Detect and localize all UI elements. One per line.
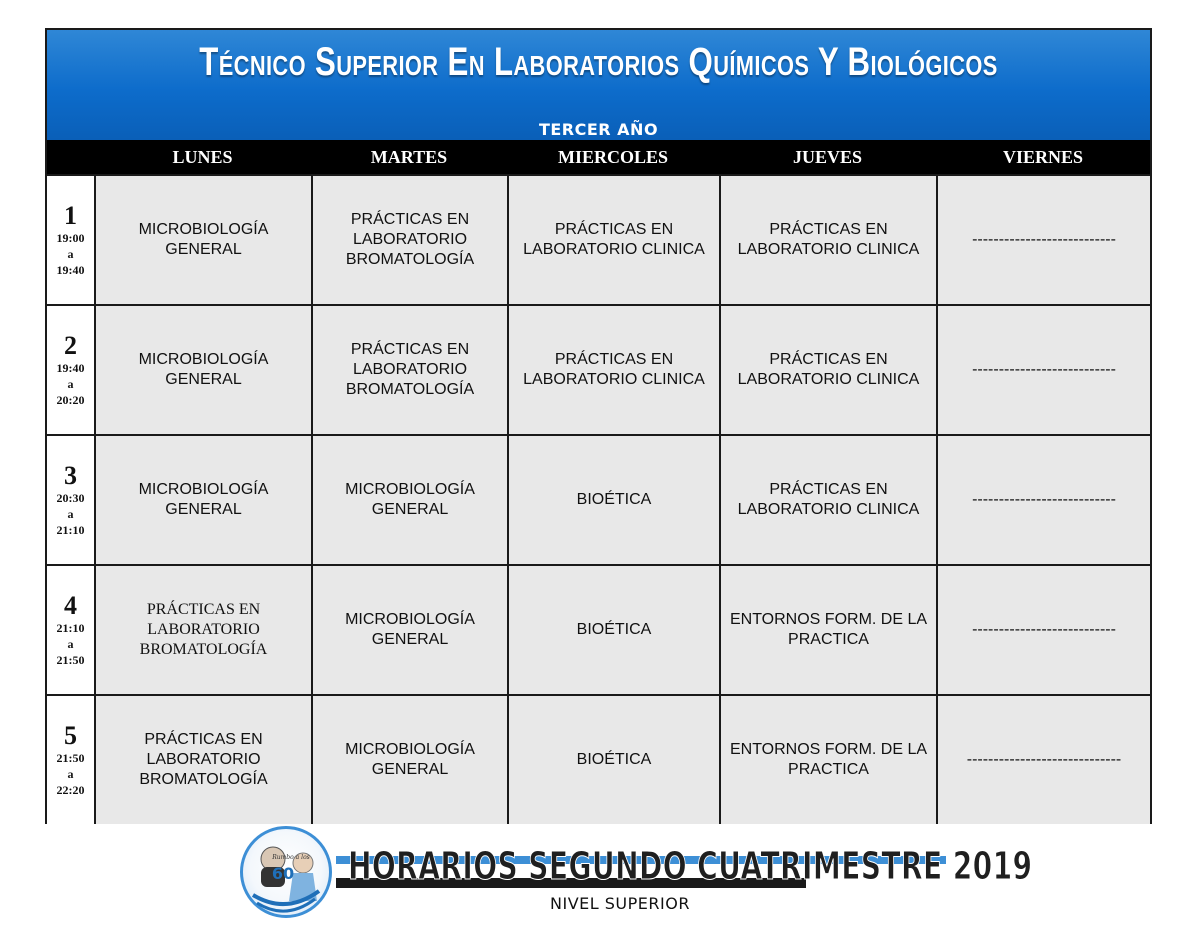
period-start: 19:40 <box>56 361 85 375</box>
schedule-row-4 <box>47 564 1150 694</box>
schedule-cell-martes: PRÁCTICAS EN LABORATORIO BROMATOLOGÍA <box>311 306 507 434</box>
period-separator: a <box>67 507 74 521</box>
period-number: 1 <box>64 201 77 230</box>
period-label <box>47 566 94 694</box>
schedule-row-2 <box>47 304 1150 434</box>
period-start: 21:10 <box>56 621 85 635</box>
period-separator: a <box>67 247 74 261</box>
period-label <box>47 306 94 434</box>
day-header-jueves: JUEVES <box>792 147 863 167</box>
period-end: 19:40 <box>56 263 85 277</box>
period-label <box>47 696 94 824</box>
period-end: 21:10 <box>56 523 85 537</box>
schedule-cell-lunes: PRÁCTICAS EN LABORATORIO BROMATOLOGÍA <box>94 566 311 694</box>
schedule-cell-jueves: PRÁCTICAS EN LABORATORIO CLINICA <box>719 176 936 304</box>
period-separator: a <box>67 767 74 781</box>
schedule-cell-viernes: --------------------------- <box>936 306 1150 434</box>
day-header-miercoles: MIERCOLES <box>557 147 669 167</box>
schedule-cell-viernes: --------------------------- <box>936 176 1150 304</box>
schedule-cell-martes: PRÁCTICAS EN LABORATORIO BROMATOLOGÍA <box>311 176 507 304</box>
schedule-row-3 <box>47 434 1150 564</box>
schedule-cell-miercoles: BIOÉTICA <box>507 566 719 694</box>
period-label <box>47 176 94 304</box>
schedule-cell-jueves: ENTORNOS FORM. DE LA PRACTICA <box>719 696 936 824</box>
svg-text:60: 60 <box>271 864 295 883</box>
schedule-cell-martes: MICROBIOLOGÍA GENERAL <box>311 436 507 564</box>
period-end: 20:20 <box>56 393 85 407</box>
schedule-cell-miercoles: PRÁCTICAS EN LABORATORIO CLINICA <box>507 306 719 434</box>
period-number: 4 <box>64 591 77 620</box>
svg-text:Rumbo a los: Rumbo a los <box>272 854 310 861</box>
period-separator: a <box>67 377 74 391</box>
school-logo <box>240 826 332 918</box>
period-number: 3 <box>64 461 77 490</box>
year-label: TERCER AÑO <box>538 120 659 139</box>
day-header-viernes: VIERNES <box>1002 147 1084 167</box>
day-header-martes: MARTES <box>370 147 448 167</box>
schedule-cell-lunes: MICROBIOLOGÍA GENERAL <box>94 436 311 564</box>
period-number: 5 <box>64 721 77 750</box>
schedule-cell-lunes: PRÁCTICAS EN LABORATORIO BROMATOLOGÍA <box>94 696 311 824</box>
schedule-cell-miercoles: PRÁCTICAS EN LABORATORIO CLINICA <box>507 176 719 304</box>
schedule-cell-viernes: --------------------------- <box>936 436 1150 564</box>
schedule-cell-lunes: MICROBIOLOGÍA GENERAL <box>94 306 311 434</box>
schedule-cell-miercoles: BIOÉTICA <box>507 436 719 564</box>
period-end: 22:20 <box>56 783 85 797</box>
day-header-row <box>47 140 1150 174</box>
schedule-cell-martes: MICROBIOLOGÍA GENERAL <box>311 566 507 694</box>
footer-title: HORARIOS SEGUNDO CUATRIMESTRE 2019 <box>348 844 1033 888</box>
title-banner <box>47 30 1150 140</box>
schedule-cell-jueves: PRÁCTICAS EN LABORATORIO CLINICA <box>719 436 936 564</box>
period-label <box>47 436 94 564</box>
period-start: 20:30 <box>56 491 85 505</box>
period-start: 21:50 <box>56 751 85 765</box>
day-header-lunes: LUNES <box>172 147 233 167</box>
schedule-cell-viernes: ----------------------------- <box>936 696 1150 824</box>
schedule-cell-martes: MICROBIOLOGÍA GENERAL <box>311 696 507 824</box>
period-end: 21:50 <box>56 653 85 667</box>
schedule-row-1 <box>47 174 1150 304</box>
period-start: 19:00 <box>56 231 85 245</box>
footer <box>240 826 1033 922</box>
logo-emblem-icon <box>243 829 329 915</box>
schedule-cell-jueves: ENTORNOS FORM. DE LA PRACTICA <box>719 566 936 694</box>
period-number: 2 <box>64 331 77 360</box>
schedule-row-5 <box>47 694 1150 824</box>
schedule-cell-jueves: PRÁCTICAS EN LABORATORIO CLINICA <box>719 306 936 434</box>
schedule-cell-miercoles: BIOÉTICA <box>507 696 719 824</box>
footer-subtitle: NIVEL SUPERIOR <box>550 894 690 913</box>
schedule-cell-viernes: --------------------------- <box>936 566 1150 694</box>
schedule-cell-lunes: MICROBIOLOGÍA GENERAL <box>94 176 311 304</box>
schedule-frame <box>45 28 1152 824</box>
period-separator: a <box>67 637 74 651</box>
page-title: Técnico Superior En Laboratorios Químicos Y Biológicos <box>199 40 998 84</box>
